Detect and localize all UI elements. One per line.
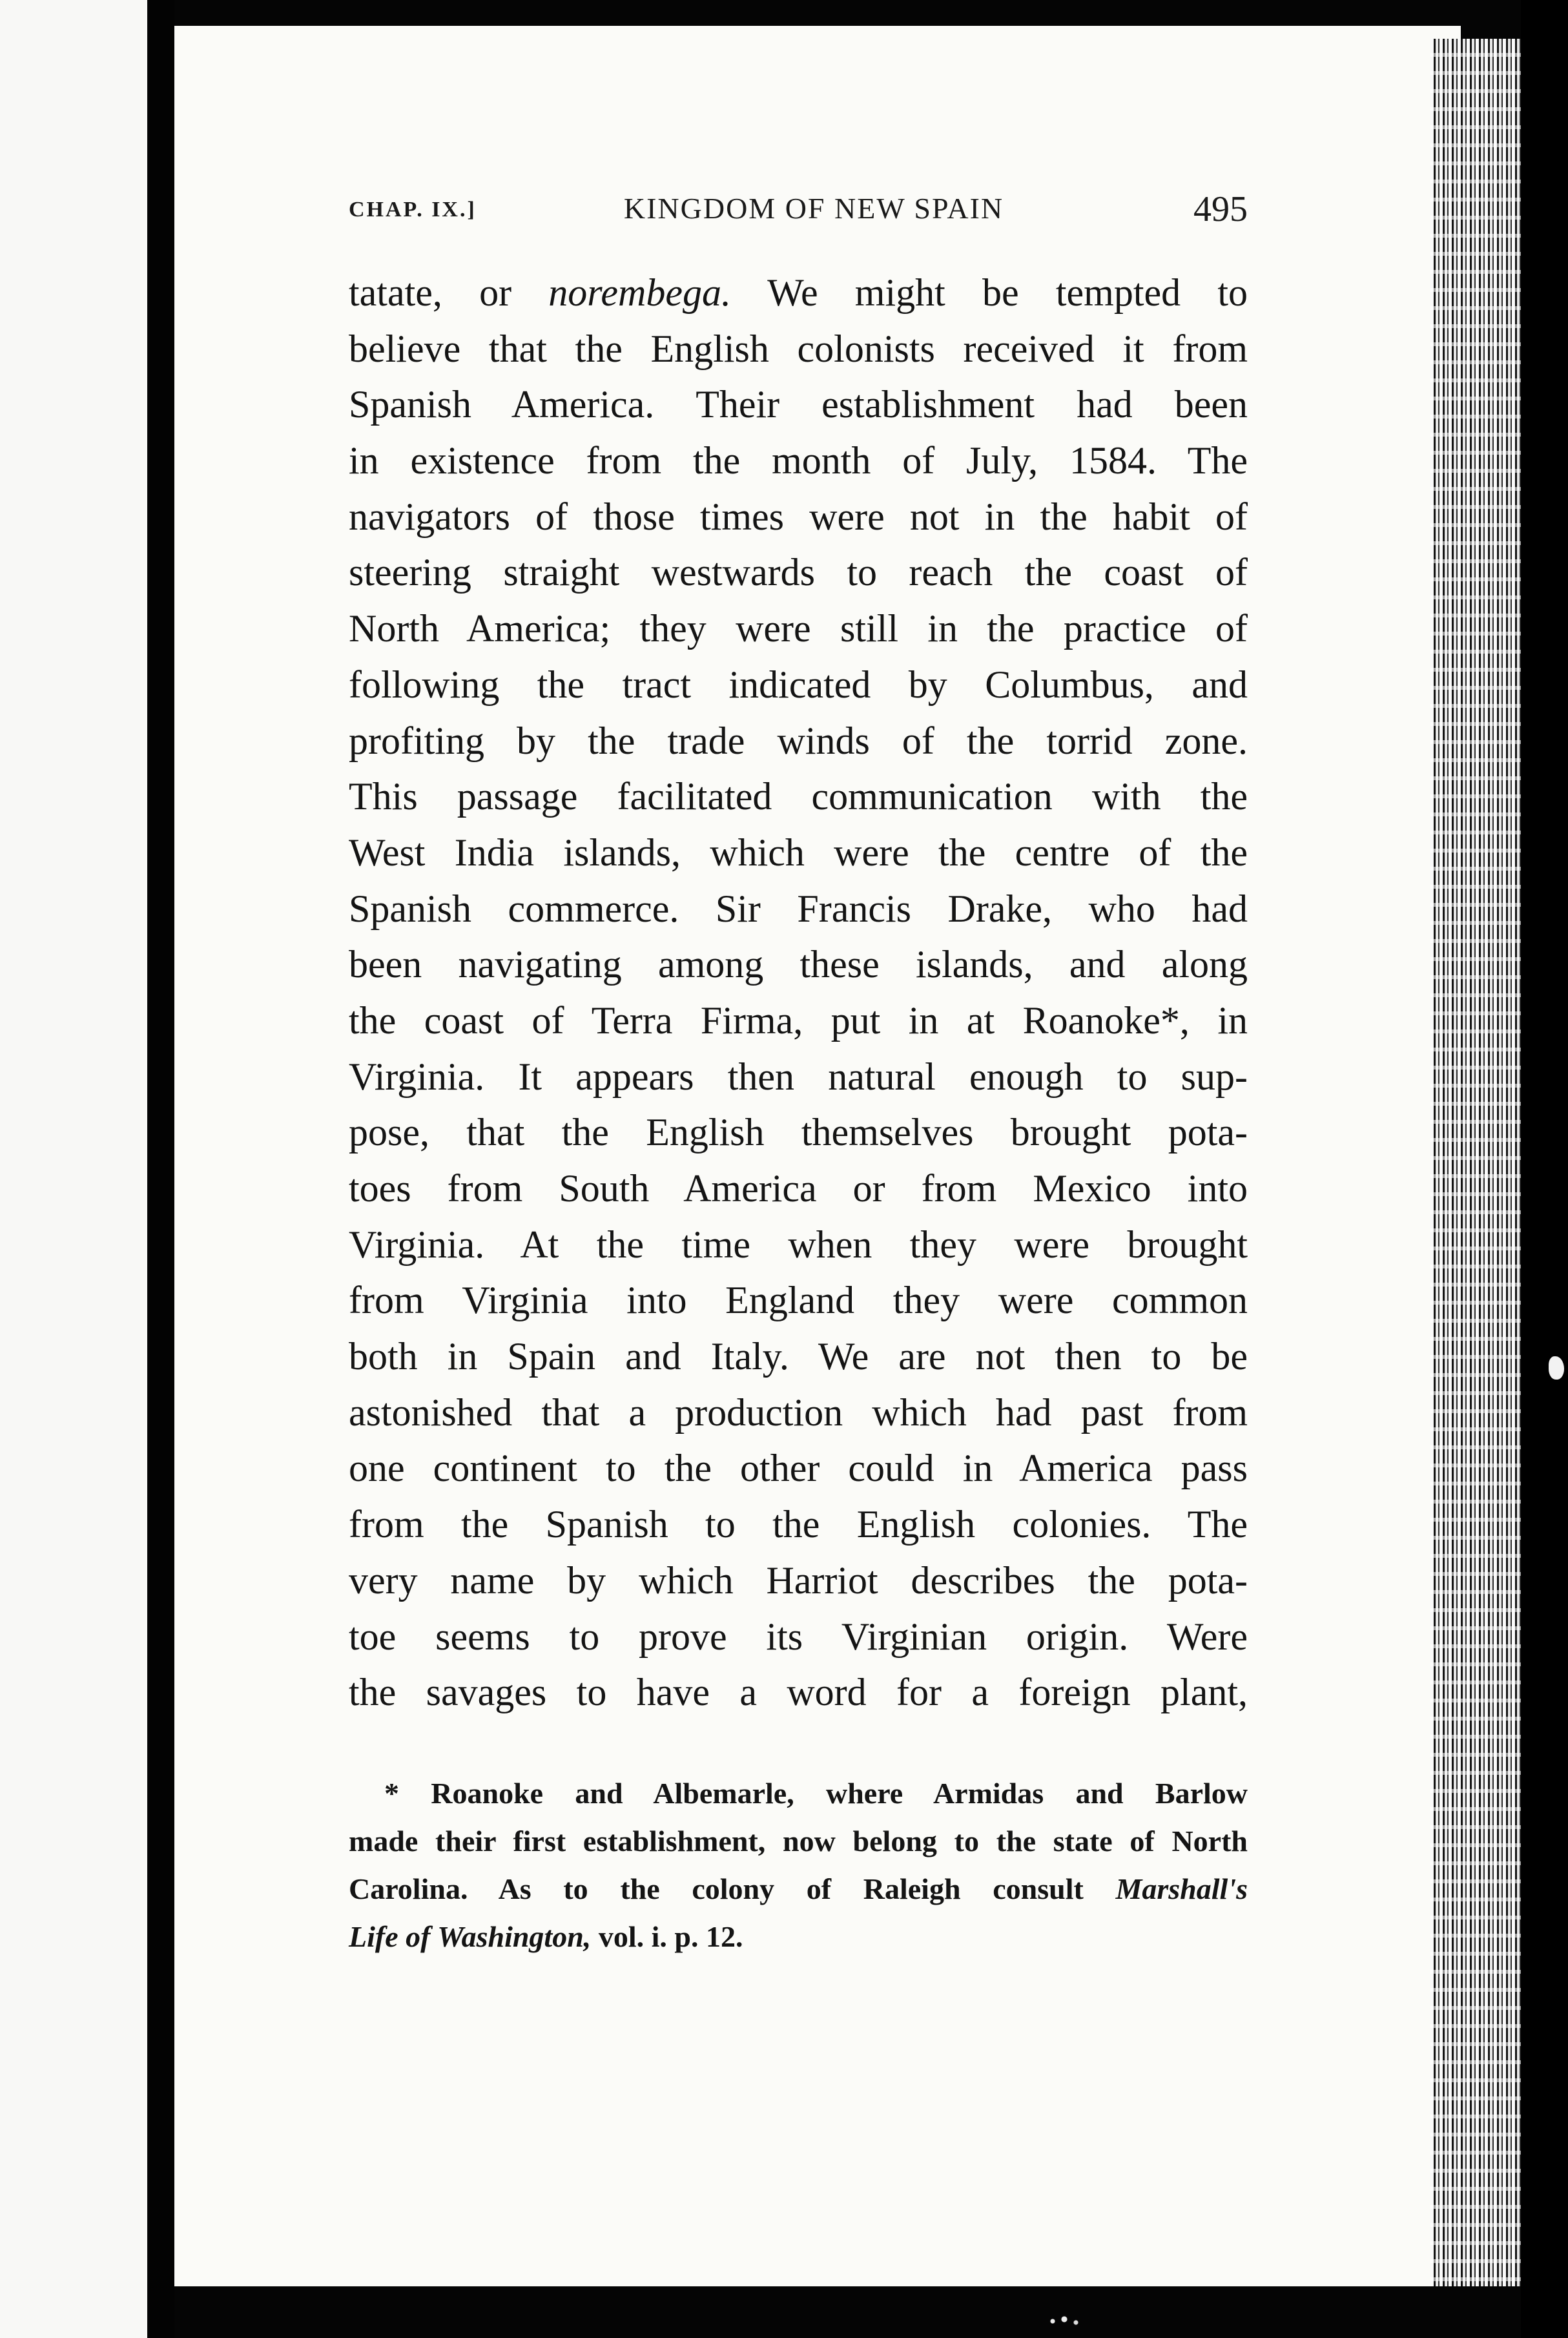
page-stack-shading	[1430, 39, 1521, 2286]
scan-border-right	[1521, 0, 1568, 2338]
footnote-italic-title: Life of Washington,	[349, 1920, 592, 1953]
line-text: tatate, or	[349, 271, 549, 314]
text-line: very name by which Harriot describes the pota-	[349, 1558, 1248, 1602]
text-line: toe seems to prove its Virginian origin. Were	[349, 1615, 1248, 1658]
footnote-italic-author: Marshall's	[1115, 1872, 1248, 1905]
text-line: in existence from the month of July, 1584. The	[349, 439, 1248, 482]
text-line: This passage facilitated communication with the	[349, 775, 1248, 818]
text-line: toes from South America or from Mexico into	[349, 1167, 1248, 1210]
running-title: KINGDOM OF NEW SPAIN	[623, 192, 1004, 225]
text-line: Spanish America. Their establishment had been	[349, 383, 1248, 426]
text-line: pose, that the English themselves brought pota-	[349, 1111, 1248, 1154]
footnote-line	[349, 1913, 1248, 1961]
text-line: believe that the English colonists received it from	[349, 327, 1248, 370]
footnote-line: * Roanoke and Albemarle, where Armidas and Barlow	[384, 1777, 1248, 1810]
footnote-line: made their first establishment, now belong to the state of North	[349, 1825, 1248, 1857]
footnote-text: vol. i. p. 12.	[591, 1920, 743, 1953]
footnote-line	[349, 1865, 1248, 1913]
text-line: North America; they were still in the practice of	[349, 607, 1248, 650]
edge-mark	[1549, 1356, 1564, 1380]
text-line: from Virginia into England they were common	[349, 1279, 1248, 1322]
text-line: one continent to the other could in America pass	[349, 1447, 1248, 1490]
text-line: Spanish commerce. Sir Francis Drake, who had	[349, 887, 1248, 930]
text-line: steering straight westwards to reach the coast of	[349, 551, 1248, 594]
text-line: Virginia. It appears then natural enough to sup-	[349, 1055, 1248, 1098]
page-number: 495	[1193, 189, 1248, 229]
left-page-edge	[0, 0, 147, 2338]
line-text: We might be tempted to	[731, 271, 1248, 314]
footnote-text: Carolina. As to the colony of Raleigh consult	[349, 1872, 1116, 1905]
text-line: navigators of those times were not in the habit of	[349, 495, 1248, 538]
text-line: following the tract indicated by Columbus, and	[349, 663, 1248, 706]
text-line: the savages to have a word for a foreign plant,	[349, 1671, 1248, 1714]
running-header	[349, 189, 1248, 234]
text-line: the coast of Terra Firma, put in at Roanoke*, in	[349, 998, 1248, 1042]
body-text	[349, 265, 1248, 1721]
text-line: from the Spanish to the English colonies. The	[349, 1503, 1248, 1546]
scan-specks	[1046, 2315, 1085, 2327]
text-line: both in Spain and Italy. We are not then to be	[349, 1335, 1248, 1378]
text-line: West India islands, which were the centre of the	[349, 831, 1248, 874]
text-line: been navigating among these islands, and along	[349, 943, 1248, 986]
text-line	[349, 265, 1248, 321]
footnote	[349, 1770, 1248, 1961]
chapter-label: CHAP. IX.]	[349, 198, 477, 222]
text-line: profiting by the trade winds of the torrid zone.	[349, 719, 1248, 762]
book-gutter	[147, 0, 174, 2338]
text-line: Virginia. At the time when they were brought	[349, 1223, 1248, 1266]
text-line: astonished that a production which had past from	[349, 1391, 1248, 1434]
italic-term: norembega.	[548, 271, 732, 314]
